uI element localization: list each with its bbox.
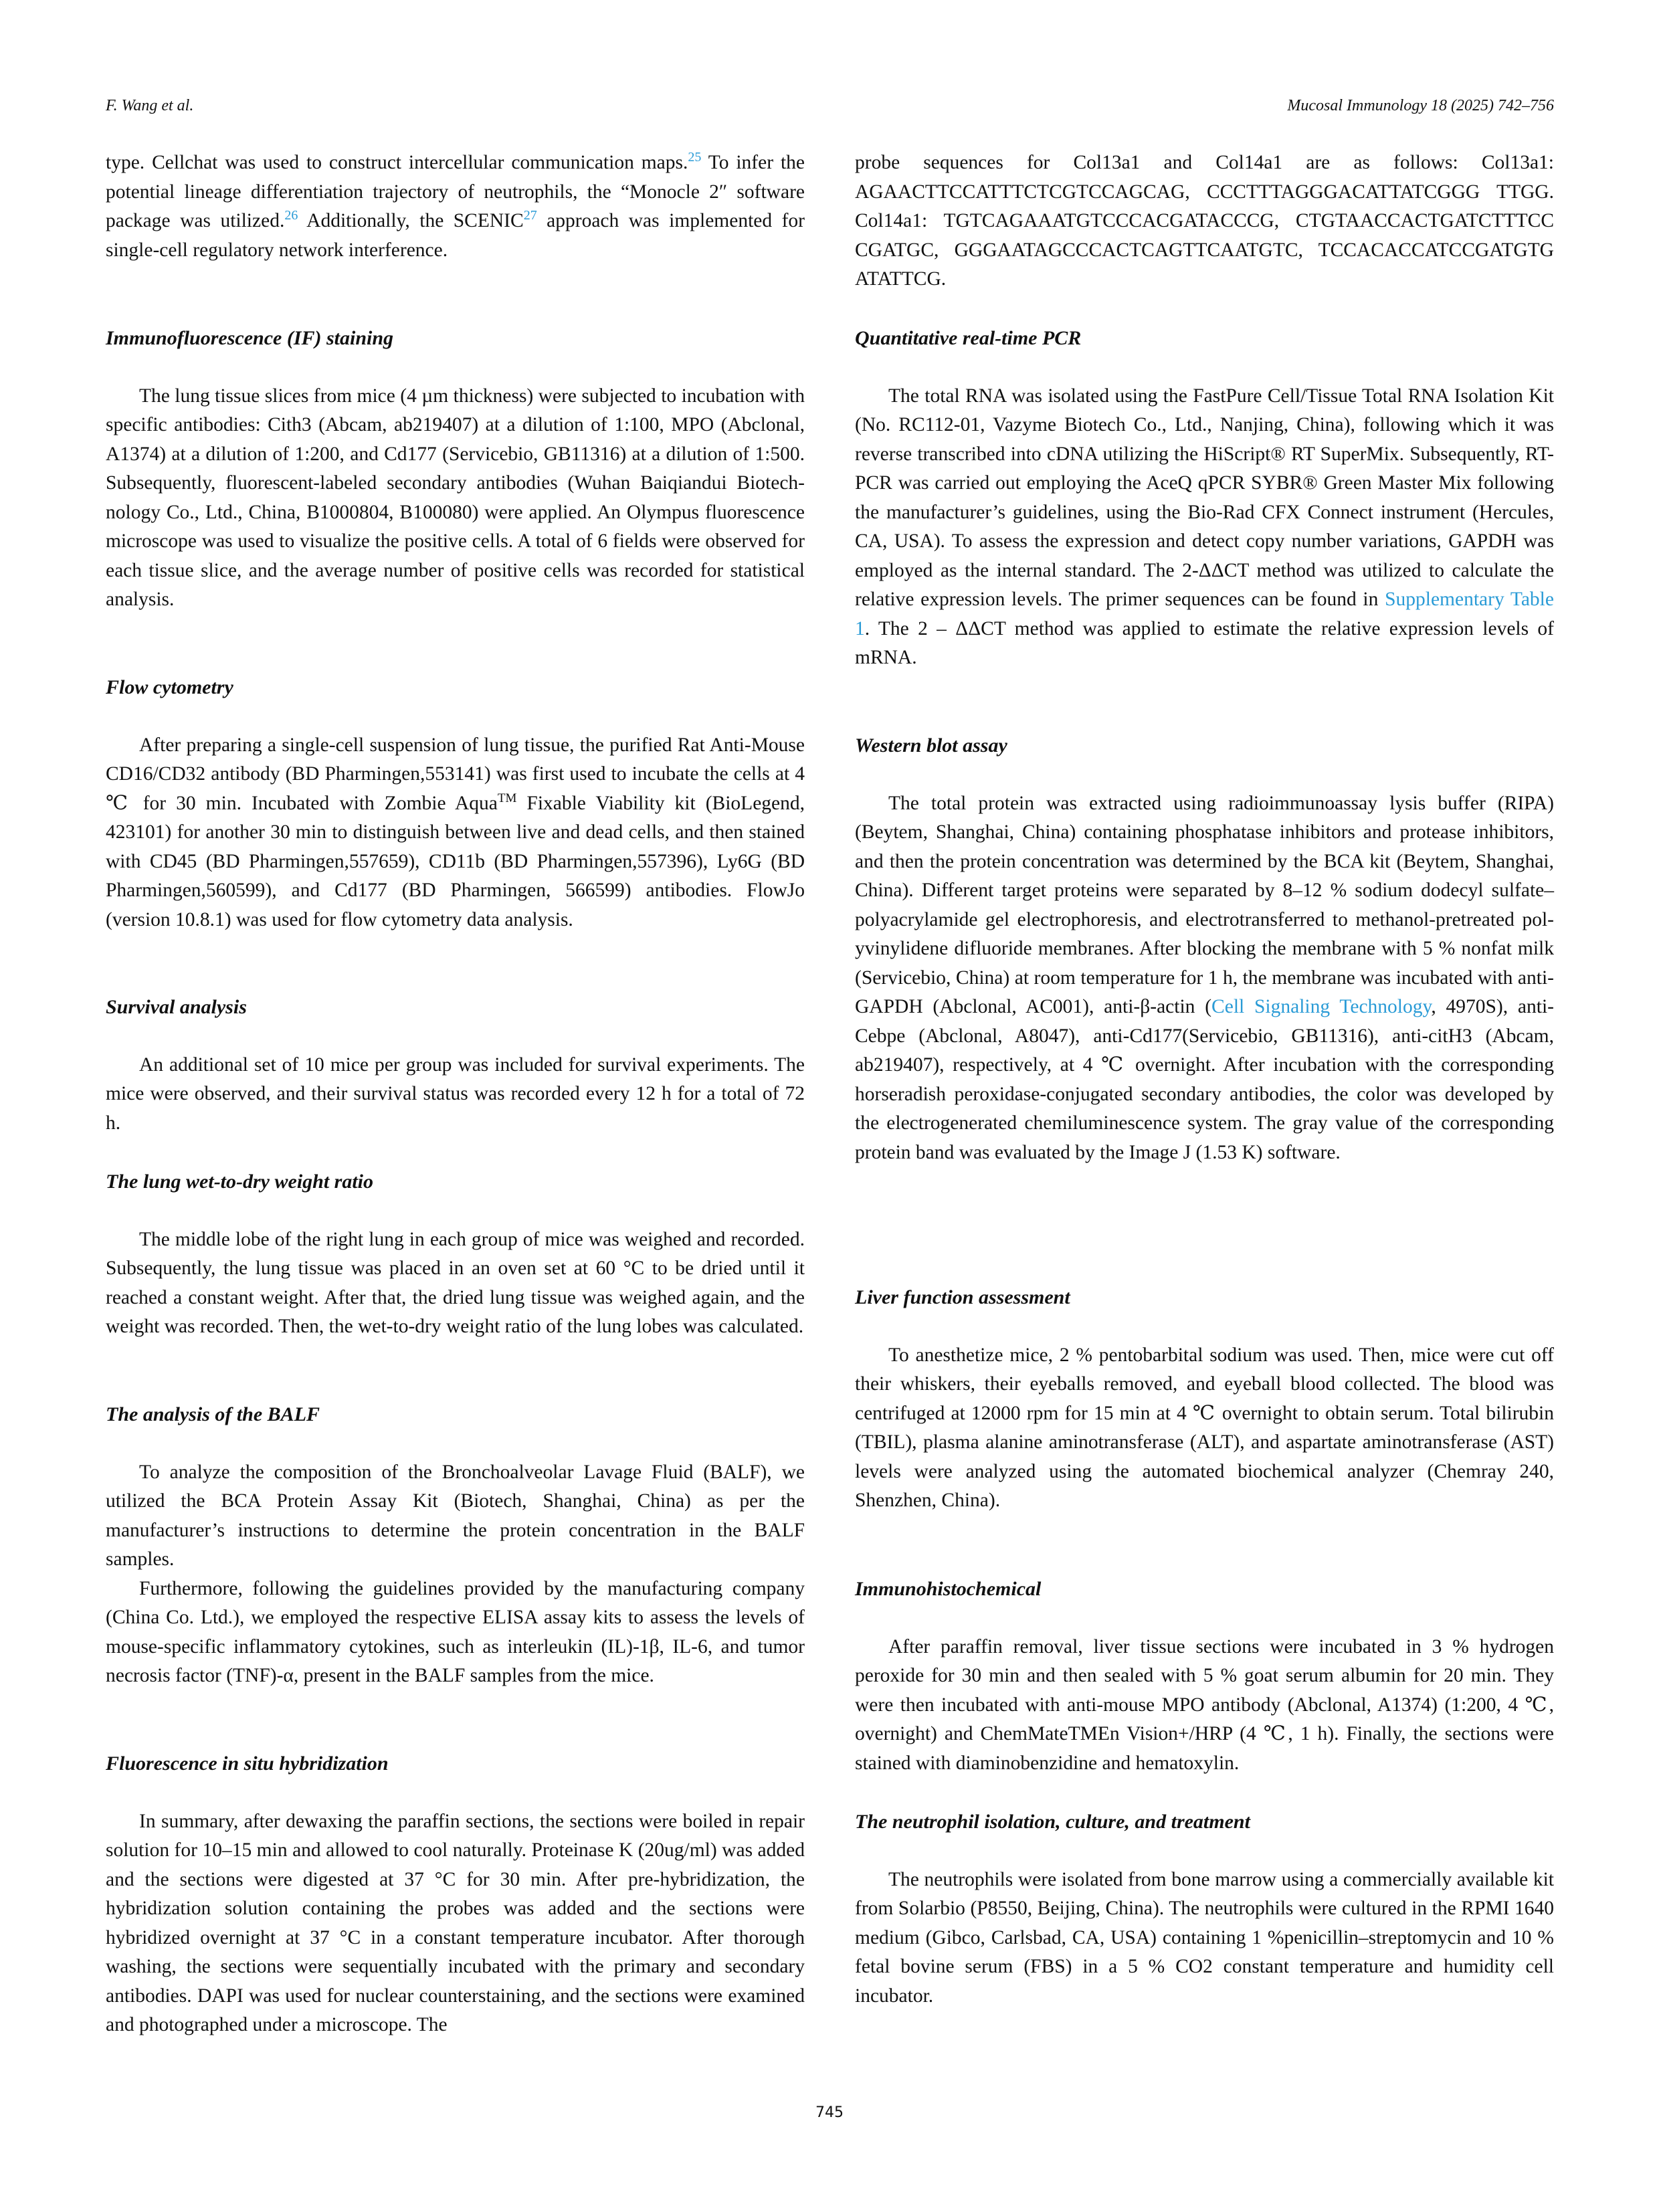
- cell-signaling-technology-link[interactable]: Cell Signaling Technology: [1211, 996, 1432, 1017]
- western-blot-paragraph: [855, 789, 1554, 1168]
- intro-paragraph: [106, 148, 805, 265]
- reference-27-link[interactable]: 27: [523, 208, 537, 223]
- western-text-b: , 4970S), anti-Cebpe (Abclonal, A8047), anti-Cd177(Servicebio, GB11316), anti-citH3 (Abcam, ab219407), respectively, at 4 ℃ overnight. After incubation with the corresponding horseradish peroxidase-conjugated secondary antibodies, the color was developed by the electrogenerated chemiluminescence system. The gray value of the corresponding protein band was evaluated by the Image J (1.53 K) software.: [855, 996, 1554, 1163]
- section-heading-western-blot: Western blot assay: [855, 734, 1007, 757]
- survival-paragraph: An additional set of 10 mice per group was included for survival experiments. The mice were observed, and their survival status was recorded every 12 h for a total of 72 h.: [106, 1053, 805, 1134]
- western-text-a: The total protein was extracted using radioimmunoassay lysis buffer (RIPA) (Beytem, Shanghai, China) containing phosphatase inhibitors and protease inhibitors, and then the protein concentration was determined by the BCA kit (Beytem, Shanghai, China). Different target proteins were separated by 8–12 % sodium dodecyl sulfate–polyacrylamide gel electrophoresis, and electrotransferred to methanol-pretreated polyvinylidene difluoride membranes. After blocking the membrane with 5 % nonfat milk (Servicebio, China) at room temperature for 1 h, the membrane was incubated with anti-GAPDH (Abclonal, AC001), anti-β-actin (: [855, 792, 1554, 1017]
- section-ihc: [855, 1575, 1554, 1778]
- intro-text-3: Additionally, the SCENIC: [298, 210, 524, 231]
- section-western-blot: [855, 731, 1554, 1167]
- section-heading-ihc: Immunohistochemical: [855, 1578, 1042, 1600]
- if-staining-paragraph: The lung tissue slices from mice (4 µm thickness) were subjected to incubation with specific antibodies: Cith3 (Abcam, ab219407) at a dilution of 1:100, MPO (Abclonal, A1374) at a dilution of 1:200, and Cd177 (Servicebio, GB11316) at a dilution of 1:500. Subsequently, fluorescent-labeled secondary antibodies (Wuhan Baiqiandui Biotechnology Co., Ltd., China, B1000804, B100080) were applied. An Olympus fluorescence microscope was used to visualize the positive cells. A total of 6 fields were observed for each tissue slice, and the average number of positive cells was recorded for statistical analysis.: [106, 385, 805, 610]
- section-fish: [106, 1749, 805, 2040]
- page-number: 745: [815, 2104, 844, 2121]
- section-heading-qpcr: Quantitative real-time PCR: [855, 327, 1082, 349]
- fish-paragraph: In summary, after dewaxing the paraffin sections, the sections were boiled in repair solution for 10–15 min and allowed to cool naturally. Proteinase K (20ug/ml) was added and the sections were digested at 37 °C for 30 min. After pre-hybridization, the hybridization solution containing the probes was added and the sections were hybridized overnight at 37 °C in a constant temperature incubator. After thorough washing, the sections were sequentially incubated with the primary and secondary antibodies. DAPI was used for nuclear counterstaining, and the sections were examined and photographed under a microscope. The: [106, 1810, 805, 2035]
- flow-cytometry-paragraph: [106, 731, 805, 935]
- flow-text-a: After preparing a single-cell suspension of lung tissue, the purified Rat Anti-Mouse CD16/CD32 antibody (BD Pharmingen,553141) was first used to incubate the cells at 4 ℃ for 30 min. Incubated with Zombie Aqua: [106, 734, 805, 814]
- section-heading-wet-dry: The lung wet-to-dry weight ratio: [106, 1171, 374, 1193]
- intro-continuation: [106, 148, 805, 265]
- section-qpcr: [855, 324, 1554, 673]
- section-wet-dry-ratio: [106, 1167, 805, 1342]
- reference-25-link[interactable]: 25: [688, 150, 702, 165]
- section-heading-fish: Fluorescence in situ hybridization: [106, 1752, 389, 1775]
- qpcr-text-b: . The 2 – ΔΔCT method was applied to estimate the relative expression levels of mRNA.: [855, 617, 1554, 668]
- balf-paragraph-2: Furthermore, following the guidelines provided by the manufacturing company (China Co. Ltd.), we employed the respective ELISA assay kits to assess the levels of mouse-specific inflammatory cytokines, such as interleukin (IL)-1β, IL-6, and tumor necrosis factor (TNF)-α, present in the BALF samples from the mice.: [106, 1577, 805, 1686]
- section-heading-flow-cytometry: Flow cytometry: [106, 676, 233, 698]
- section-balf-analysis: [106, 1400, 805, 1691]
- qpcr-text-a: The total RNA was isolated using the FastPure Cell/Tissue Total RNA Isolation Kit (No. RC112-01, Vazyme Biotech Co., Ltd., Nanjing, China), following which it was reverse transcribed into cDNA utilizing the HiScript® RT SuperMix. Subsequently, RT-PCR was carried out employing the AceQ qPCR SYBR® Green Master Mix following the manufacturer’s guidelines, using the Bio-Rad CFX Connect instrument (Hercules, CA, USA). To assess the expression and detect copy number variations, GAPDH was employed as the internal standard. The 2-ΔΔCT method was utilized to calculate the relative expression levels. The primer sequences can be found in: [855, 385, 1554, 610]
- section-if-staining: [106, 324, 805, 615]
- intro-text-4: approach was implemented for single-cell regulatory network interference.: [106, 210, 805, 261]
- section-liver-function: [855, 1283, 1554, 1516]
- reference-26-link[interactable]: 26: [284, 208, 298, 223]
- liver-paragraph: To anesthetize mice, 2 % pentobarbital sodium was used. Then, mice were cut off their whiskers, their eyeballs removed, and eyeball blood collected. The blood was centrifuged at 12000 rpm for 15 min at 4 ℃ overnight to obtain serum. Total bilirubin (TBIL), plasma alanine aminotransferase (ALT), and aspartate aminotransferase (AST) levels were analyzed using the automated biochemical analyzer (Chemray 240, Shenzhen, China).: [855, 1344, 1554, 1511]
- section-neutrophil: [855, 1807, 1554, 2011]
- supplementary-table-1-link[interactable]: Supplementary Table 1: [855, 589, 1554, 639]
- section-flow-cytometry: [106, 673, 805, 934]
- section-heading-survival: Survival analysis: [106, 996, 247, 1018]
- section-heading-neutrophil: The neutrophil isolation, culture, and treatment: [855, 1811, 1250, 1833]
- balf-paragraph-1: To analyze the composition of the Bronchoalveolar Lavage Fluid (BALF), we utilized the BCA Protein Assay Kit (Biotech, Shanghai, China) as per the manufacturer’s instructions to determine the protein concentration in the BALF samples.: [106, 1461, 805, 1570]
- probe-sequences-paragraph: probe sequences for Col13a1 and Col14a1 are as follows: Col13a1: AGAACTTCCATTTCTCGTCCAGCAG, CCCTTTAGGGACATTATCGGG TTGG. Col14a1: TGTCAGAAATGTCCCACGATACCCG, CTGTAACCACTGATCTTTCC CGATGC, GGGAATAGCCCACTCAGTTCAATGTC, TCCACACCATCCGATGTG ATATTCG.: [855, 152, 1554, 290]
- wet-dry-paragraph: The middle lobe of the right lung in each group of mice was weighed and recorded. Subsequently, the lung tissue was placed in an oven set at 60 °C to be dried until it reached a constant weight. After that, the dried lung tissue was weighed again, and the weight was recorded. Then, the wet-to-dry weight ratio of the lung lobes was calculated.: [106, 1228, 805, 1337]
- section-heading-liver: Liver function assessment: [855, 1286, 1070, 1308]
- flow-text-b: Fixable Viability kit (BioLegend, 423101) for another 30 min to distinguish between live and dead cells, and then stained with CD45 (BD Pharmingen,557659), CD11b (BD Pharmingen,557396), Ly6G (BD Pharmingen,560599), and Cd177 (BD Pharmingen, 566599) antibodies. FlowJo (version 10.8.1) was used for flow cytometry data analysis.: [106, 792, 805, 930]
- trademark-superscript: TM: [497, 791, 517, 805]
- ihc-paragraph: After paraffin removal, liver tissue sections were incubated in 3 % hydrogen peroxide for 30 min and then sealed with 5 % goat serum albumin for 20 min. They were then incubated with anti-mouse MPO antibody (Abclonal, A1374) (1:200, 4 ℃, overnight) and ChemMateTMEn Vision+/HRP (4 ℃, 1 h). Finally, the sections were stained with diaminobenzidine and hematoxylin.: [855, 1635, 1554, 1774]
- section-heading-balf: The analysis of the BALF: [106, 1403, 320, 1425]
- running-head-authors: F. Wang et al.: [106, 97, 194, 114]
- probe-sequences-continuation: [855, 148, 1554, 294]
- running-head-journal: Mucosal Immunology 18 (2025) 742–756: [1287, 97, 1554, 114]
- intro-text-2: To infer the potential lineage differentiation trajectory of neutrophils, the “Monocle 2″ software package was utilized.: [106, 152, 805, 231]
- intro-text-1: type. Cellchat was used to construct intercellular communication maps.: [106, 152, 688, 173]
- section-heading-if-staining: Immunofluorescence (IF) staining: [106, 327, 394, 349]
- neutrophil-paragraph: The neutrophils were isolated from bone marrow using a commercially available kit from Solarbio (P8550, Beijing, China). The neutrophils were cultured in the RPMI 1640 medium (Gibco, Carlsbad, CA, USA) containing 1 %penicillin–streptomycin and 10 % fetal bovine serum (FBS) in a 5 % CO2 constant temperature and humidity cell incubator.: [855, 1868, 1554, 2007]
- qpcr-paragraph: [855, 382, 1554, 673]
- section-survival-analysis: [106, 993, 805, 1138]
